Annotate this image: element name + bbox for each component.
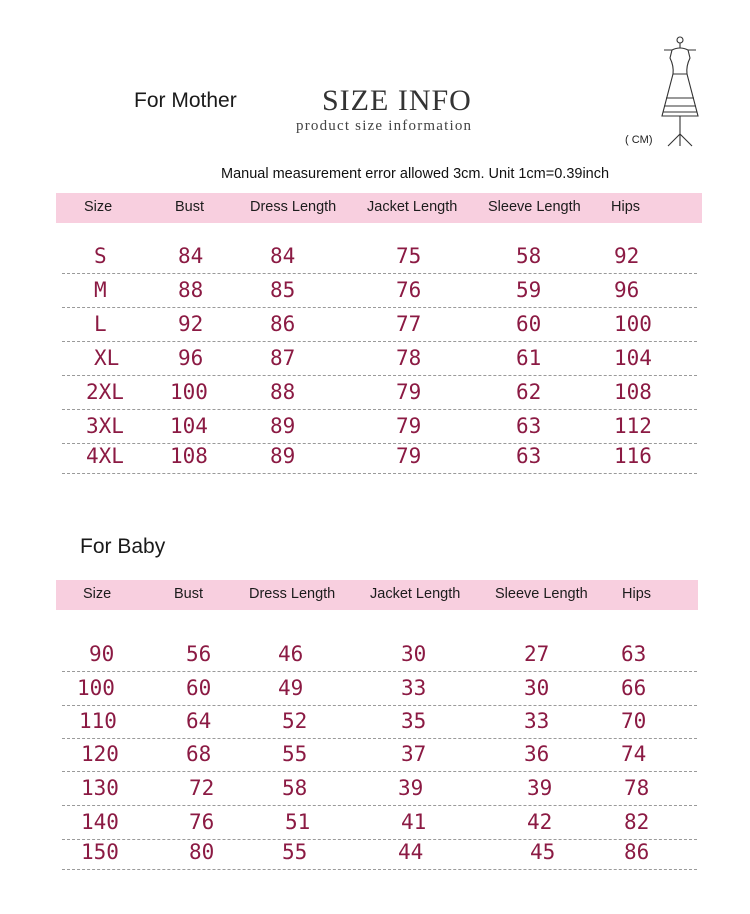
hips-cell: 70: [621, 709, 647, 733]
jacket-cell: 78: [396, 346, 422, 370]
hips-cell: 92: [614, 244, 640, 268]
dress-cell: 86: [270, 312, 296, 336]
size-cell: 150: [81, 840, 119, 864]
hips-cell: 86: [624, 840, 650, 864]
baby-header-jacket-length: Jacket Length: [370, 586, 461, 602]
bust-cell: 68: [186, 742, 212, 766]
sleeve-cell: 33: [524, 709, 550, 733]
size-info-subtitle: product size information: [296, 118, 473, 134]
unit-cm-label: ( CM): [625, 134, 653, 146]
hips-cell: 96: [614, 278, 640, 302]
mother-header-dress-length: Dress Length: [250, 199, 337, 215]
jacket-cell: 77: [396, 312, 422, 336]
dress-cell: 49: [278, 676, 304, 700]
sleeve-cell: 61: [516, 346, 542, 370]
hips-cell: 112: [614, 414, 652, 438]
sleeve-cell: 63: [516, 444, 542, 468]
jacket-cell: 79: [396, 444, 422, 468]
hips-cell: 63: [621, 642, 647, 666]
sleeve-cell: 45: [530, 840, 556, 864]
bust-cell: 72: [189, 776, 215, 800]
table-row: [0, 672, 750, 706]
bust-cell: 84: [178, 244, 204, 268]
bust-cell: 64: [186, 709, 212, 733]
table-row: [0, 308, 750, 342]
jacket-cell: 35: [401, 709, 427, 733]
sleeve-cell: 63: [516, 414, 542, 438]
size-cell: 110: [79, 709, 117, 733]
bust-cell: 108: [170, 444, 208, 468]
table-row: [0, 638, 750, 672]
sleeve-cell: 30: [524, 676, 550, 700]
jacket-cell: 41: [401, 810, 427, 834]
size-cell: 120: [81, 742, 119, 766]
size-cell: S: [94, 244, 107, 268]
jacket-cell: 79: [396, 380, 422, 404]
bust-cell: 60: [186, 676, 212, 700]
dress-cell: 88: [270, 380, 296, 404]
hips-cell: 104: [614, 346, 652, 370]
jacket-cell: 44: [398, 840, 424, 864]
size-cell: 3XL: [86, 414, 124, 438]
mother-header-jacket-length: Jacket Length: [367, 199, 458, 215]
mother-header-bust: Bust: [175, 199, 205, 215]
size-cell: M: [94, 278, 107, 302]
sleeve-cell: 27: [524, 642, 550, 666]
measurement-note: Manual measurement error allowed 3cm. Unit 1cm=0.39inch: [221, 166, 610, 182]
bust-cell: 96: [178, 346, 204, 370]
hips-cell: 66: [621, 676, 647, 700]
bust-cell: 56: [186, 642, 212, 666]
size-cell: XL: [94, 346, 120, 370]
size-cell: 2XL: [86, 380, 124, 404]
dress-cell: 85: [270, 278, 296, 302]
table-row: [0, 240, 750, 274]
table-row: [0, 274, 750, 308]
jacket-cell: 30: [401, 642, 427, 666]
jacket-cell: 37: [401, 742, 427, 766]
size-cell: 130: [81, 776, 119, 800]
dress-cell: 58: [282, 776, 308, 800]
sleeve-cell: 36: [524, 742, 550, 766]
hips-cell: 74: [621, 742, 647, 766]
sleeve-cell: 58: [516, 244, 542, 268]
bust-cell: 100: [170, 380, 208, 404]
dress-form-icon: [650, 36, 710, 148]
hips-cell: 78: [624, 776, 650, 800]
dress-cell: 87: [270, 346, 296, 370]
bust-cell: 80: [189, 840, 215, 864]
table-row: [0, 772, 750, 806]
baby-header-hips: Hips: [622, 586, 652, 602]
mother-header-hips: Hips: [611, 199, 641, 215]
hips-cell: 82: [624, 810, 650, 834]
jacket-cell: 79: [396, 414, 422, 438]
size-cell: 140: [81, 810, 119, 834]
dress-cell: 89: [270, 414, 296, 438]
bust-cell: 88: [178, 278, 204, 302]
size-info-title: SIZE INFO: [322, 84, 472, 117]
baby-section-label: For Baby: [80, 535, 166, 558]
table-row: [0, 376, 750, 410]
jacket-cell: 75: [396, 244, 422, 268]
dress-cell: 55: [282, 742, 308, 766]
bust-cell: 92: [178, 312, 204, 336]
size-cell: 100: [77, 676, 115, 700]
dress-cell: 52: [282, 709, 308, 733]
baby-header-dress-length: Dress Length: [249, 586, 336, 602]
mother-header-size: Size: [84, 199, 113, 215]
table-row: [0, 342, 750, 376]
bust-cell: 76: [189, 810, 215, 834]
jacket-cell: 33: [401, 676, 427, 700]
table-row: [0, 806, 750, 840]
bust-cell: 104: [170, 414, 208, 438]
dress-cell: 84: [270, 244, 296, 268]
sleeve-cell: 39: [527, 776, 553, 800]
table-row: [0, 440, 750, 474]
hips-cell: 100: [614, 312, 652, 336]
size-cell: 4XL: [86, 444, 124, 468]
baby-header-sleeve-length: Sleeve Length: [495, 586, 588, 602]
jacket-cell: 76: [396, 278, 422, 302]
size-cell: 90: [89, 642, 115, 666]
baby-header-size: Size: [83, 586, 112, 602]
hips-cell: 108: [614, 380, 652, 404]
dress-cell: 46: [278, 642, 304, 666]
size-cell: L: [94, 312, 107, 336]
table-row: [0, 836, 750, 870]
dress-cell: 55: [282, 840, 308, 864]
sleeve-cell: 60: [516, 312, 542, 336]
table-row: [0, 738, 750, 772]
baby-header-bust: Bust: [174, 586, 204, 602]
mother-header-sleeve-length: Sleeve Length: [488, 199, 581, 215]
mother-header-band: [56, 193, 702, 223]
dress-cell: 89: [270, 444, 296, 468]
sleeve-cell: 62: [516, 380, 542, 404]
table-row: [0, 705, 750, 739]
mother-section-label: For Mother: [134, 89, 237, 112]
sleeve-cell: 59: [516, 278, 542, 302]
baby-header-band: [56, 580, 698, 610]
table-row: [0, 410, 750, 444]
dress-cell: 51: [285, 810, 311, 834]
sleeve-cell: 42: [527, 810, 553, 834]
jacket-cell: 39: [398, 776, 424, 800]
hips-cell: 116: [614, 444, 652, 468]
